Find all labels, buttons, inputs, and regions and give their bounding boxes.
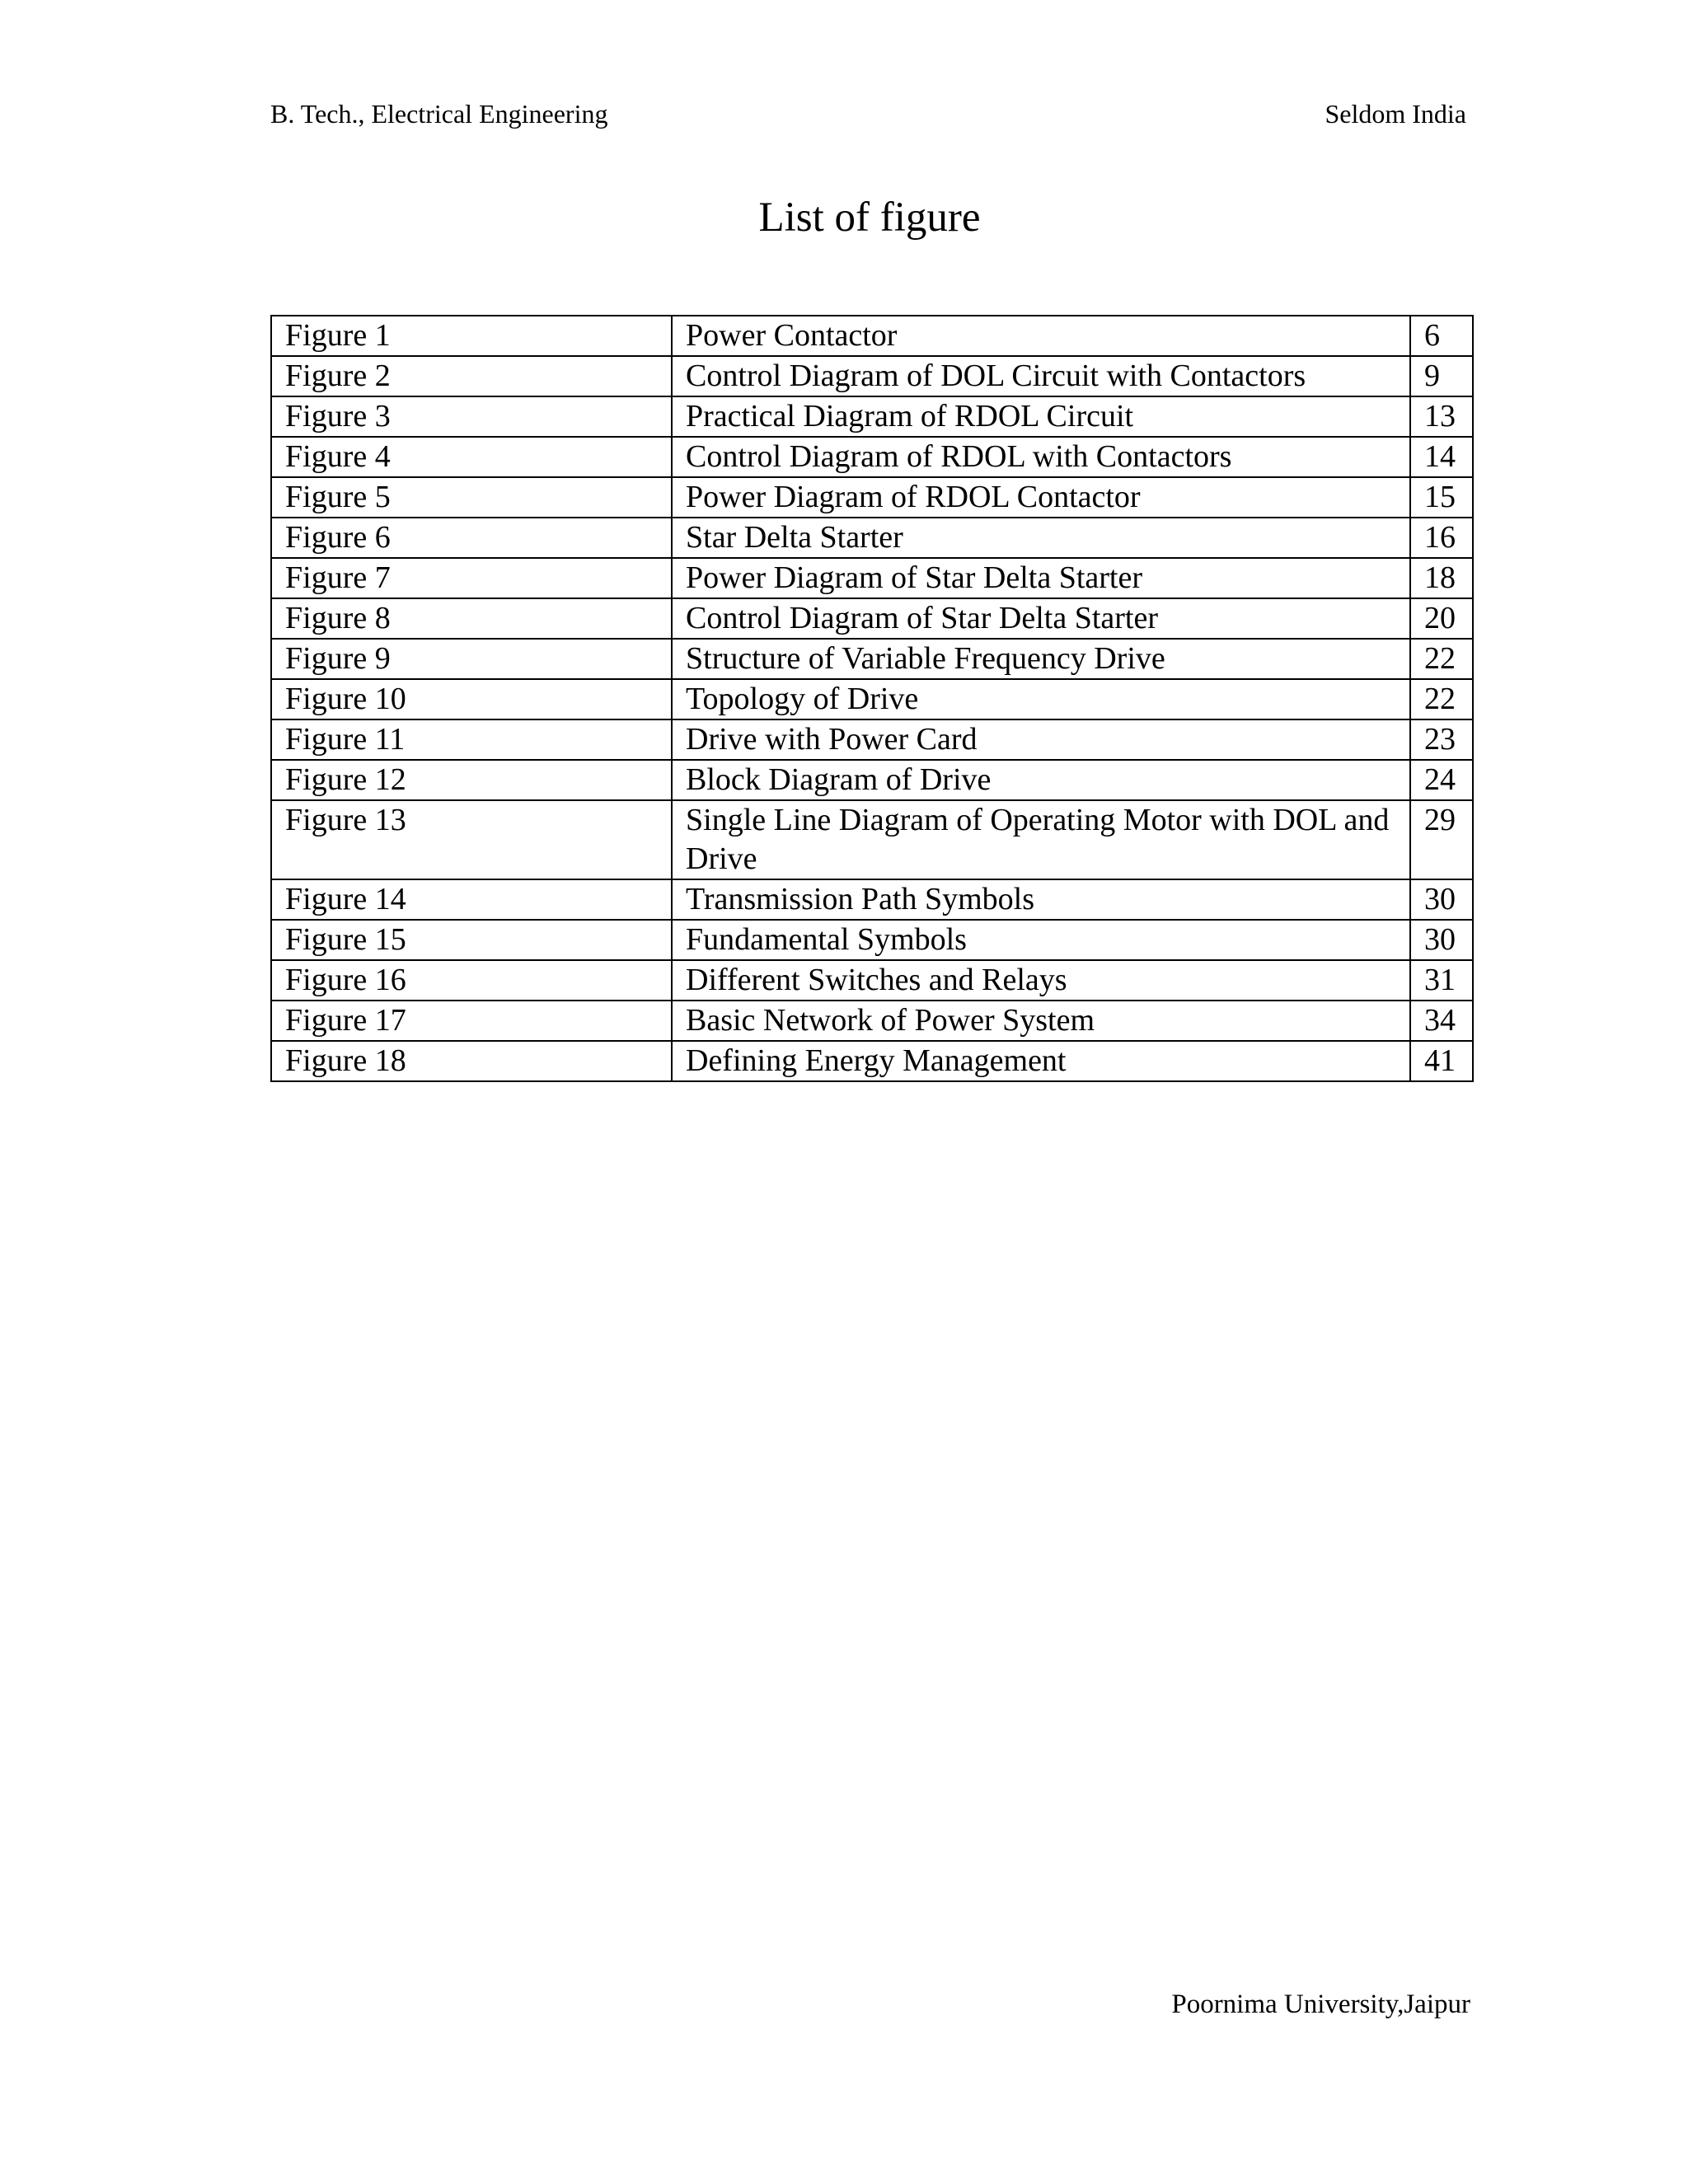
figure-caption: Power Contactor (672, 316, 1410, 356)
figure-page: 18 (1410, 558, 1473, 598)
figure-label: Figure 5 (271, 477, 672, 518)
table-row (271, 1001, 1473, 1041)
figure-label: Figure 17 (271, 1001, 672, 1041)
header-organization: Seldom India (1325, 99, 1466, 129)
figure-label: Figure 10 (271, 679, 672, 719)
figure-label: Figure 16 (271, 960, 672, 1001)
table-row (271, 396, 1473, 437)
figure-label: Figure 2 (271, 356, 672, 396)
figure-page: 29 (1410, 800, 1473, 879)
table-row (271, 1041, 1473, 1081)
figure-label: Figure 12 (271, 760, 672, 800)
figure-caption: Block Diagram of Drive (672, 760, 1410, 800)
figure-page: 41 (1410, 1041, 1473, 1081)
figure-caption: Control Diagram of DOL Circuit with Contactors (672, 356, 1410, 396)
footer-university: Poornima University,Jaipur (1171, 1990, 1470, 2019)
table-row (271, 920, 1473, 960)
table-row (271, 437, 1473, 477)
table-row (271, 679, 1473, 719)
figure-caption: Different Switches and Relays (672, 960, 1410, 1001)
figure-page: 16 (1410, 518, 1473, 558)
table-row (271, 800, 1473, 879)
figure-label: Figure 4 (271, 437, 672, 477)
page-title: List of figure (758, 194, 981, 241)
figure-caption: Structure of Variable Frequency Drive (672, 639, 1410, 679)
figure-caption: Single Line Diagram of Operating Motor with DOL and Drive (672, 800, 1410, 879)
figure-caption: Defining Energy Management (672, 1041, 1410, 1081)
figure-page: 9 (1410, 356, 1473, 396)
figure-label: Figure 14 (271, 879, 672, 920)
figure-caption: Fundamental Symbols (672, 920, 1410, 960)
figure-label: Figure 11 (271, 719, 672, 760)
figure-page: 31 (1410, 960, 1473, 1001)
figure-page: 20 (1410, 598, 1473, 639)
figure-page: 30 (1410, 920, 1473, 960)
table-row (271, 879, 1473, 920)
table-row (271, 960, 1473, 1001)
table-row (271, 518, 1473, 558)
figure-page: 24 (1410, 760, 1473, 800)
table-row (271, 477, 1473, 518)
header-course: B. Tech., Electrical Engineering (270, 99, 608, 129)
figure-caption: Control Diagram of RDOL with Contactors (672, 437, 1410, 477)
figure-label: Figure 1 (271, 316, 672, 356)
figure-label: Figure 7 (271, 558, 672, 598)
table-row (271, 598, 1473, 639)
figure-page: 14 (1410, 437, 1473, 477)
figure-caption: Basic Network of Power System (672, 1001, 1410, 1041)
figure-page: 30 (1410, 879, 1473, 920)
table-row (271, 719, 1473, 760)
figure-page: 13 (1410, 396, 1473, 437)
figure-caption: Transmission Path Symbols (672, 879, 1410, 920)
table-row (271, 316, 1473, 356)
figure-caption: Power Diagram of RDOL Contactor (672, 477, 1410, 518)
figure-page: 34 (1410, 1001, 1473, 1041)
table-row (271, 558, 1473, 598)
figure-label: Figure 6 (271, 518, 672, 558)
figure-caption: Control Diagram of Star Delta Starter (672, 598, 1410, 639)
table-row (271, 356, 1473, 396)
table-row (271, 639, 1473, 679)
figure-label: Figure 15 (271, 920, 672, 960)
figure-label: Figure 18 (271, 1041, 672, 1081)
figure-page: 23 (1410, 719, 1473, 760)
figure-page: 6 (1410, 316, 1473, 356)
figure-page: 15 (1410, 477, 1473, 518)
figure-label: Figure 3 (271, 396, 672, 437)
figure-label: Figure 13 (271, 800, 672, 879)
figure-caption: Practical Diagram of RDOL Circuit (672, 396, 1410, 437)
table-row (271, 760, 1473, 800)
figure-list-table (270, 315, 1474, 1082)
figure-caption: Power Diagram of Star Delta Starter (672, 558, 1410, 598)
figure-page: 22 (1410, 639, 1473, 679)
figure-caption: Drive with Power Card (672, 719, 1410, 760)
figure-caption: Topology of Drive (672, 679, 1410, 719)
figure-page: 22 (1410, 679, 1473, 719)
figure-caption: Star Delta Starter (672, 518, 1410, 558)
figure-label: Figure 8 (271, 598, 672, 639)
figure-label: Figure 9 (271, 639, 672, 679)
